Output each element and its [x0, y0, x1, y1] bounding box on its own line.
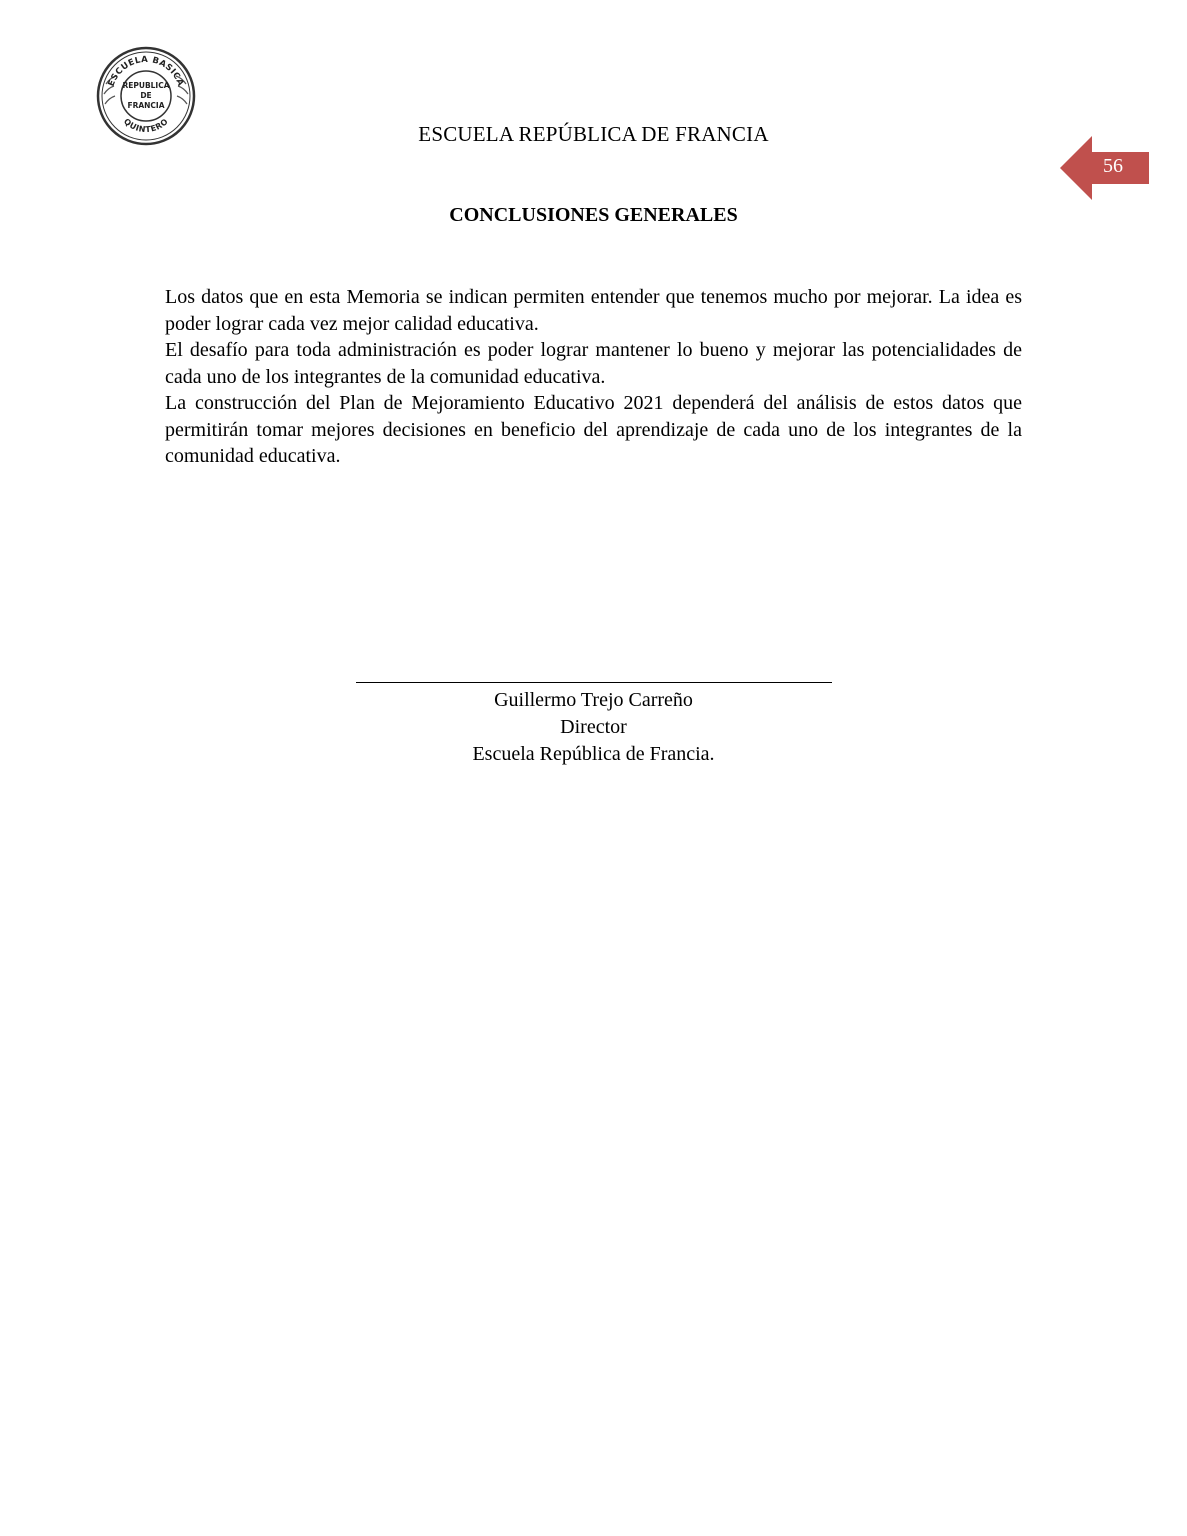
signature-block [0, 664, 1187, 768]
paragraph: El desafío para toda administración es poder lograr mantener lo bueno y mejorar las potencialidades de cada uno de los integrantes de la comunidad educativa. [165, 339, 1022, 388]
body-text [165, 284, 1022, 470]
seal-inner-line-3: FRANCIA [127, 101, 165, 110]
school-name-header: ESCUELA REPÚBLICA DE FRANCIA [418, 122, 769, 146]
page-number-badge [1060, 136, 1150, 200]
paragraph: Los datos que en esta Memoria se indican permiten entender que tenemos mucho por mejorar. La idea es poder lograr cada vez mejor calidad educativa. [165, 286, 1022, 335]
seal-inner-line-2: DE [140, 91, 152, 100]
paragraph: La construcción del Plan de Mejoramiento Educativo 2021 dependerá del análisis de estos datos que permitirán tomar mejores decisiones en beneficio del aprendizaje de cada uno de los integrantes de la comunidad educativa. [165, 392, 1022, 467]
seal-inner-line-1: REPUBLICA [122, 81, 170, 90]
seal-top-text: ESCUELA BASICA [106, 54, 186, 88]
left-arrow-icon [1060, 136, 1092, 200]
page-number: 56 [1103, 155, 1123, 177]
signer-institution: Escuela República de Francia. [472, 743, 715, 765]
signer-role: Director [560, 716, 627, 738]
signature-line [356, 664, 832, 683]
section-title: CONCLUSIONES GENERALES [449, 204, 738, 226]
signer-name: Guillermo Trejo Carreño [494, 689, 693, 711]
seal-bottom-text: QUINTERO [121, 116, 171, 135]
